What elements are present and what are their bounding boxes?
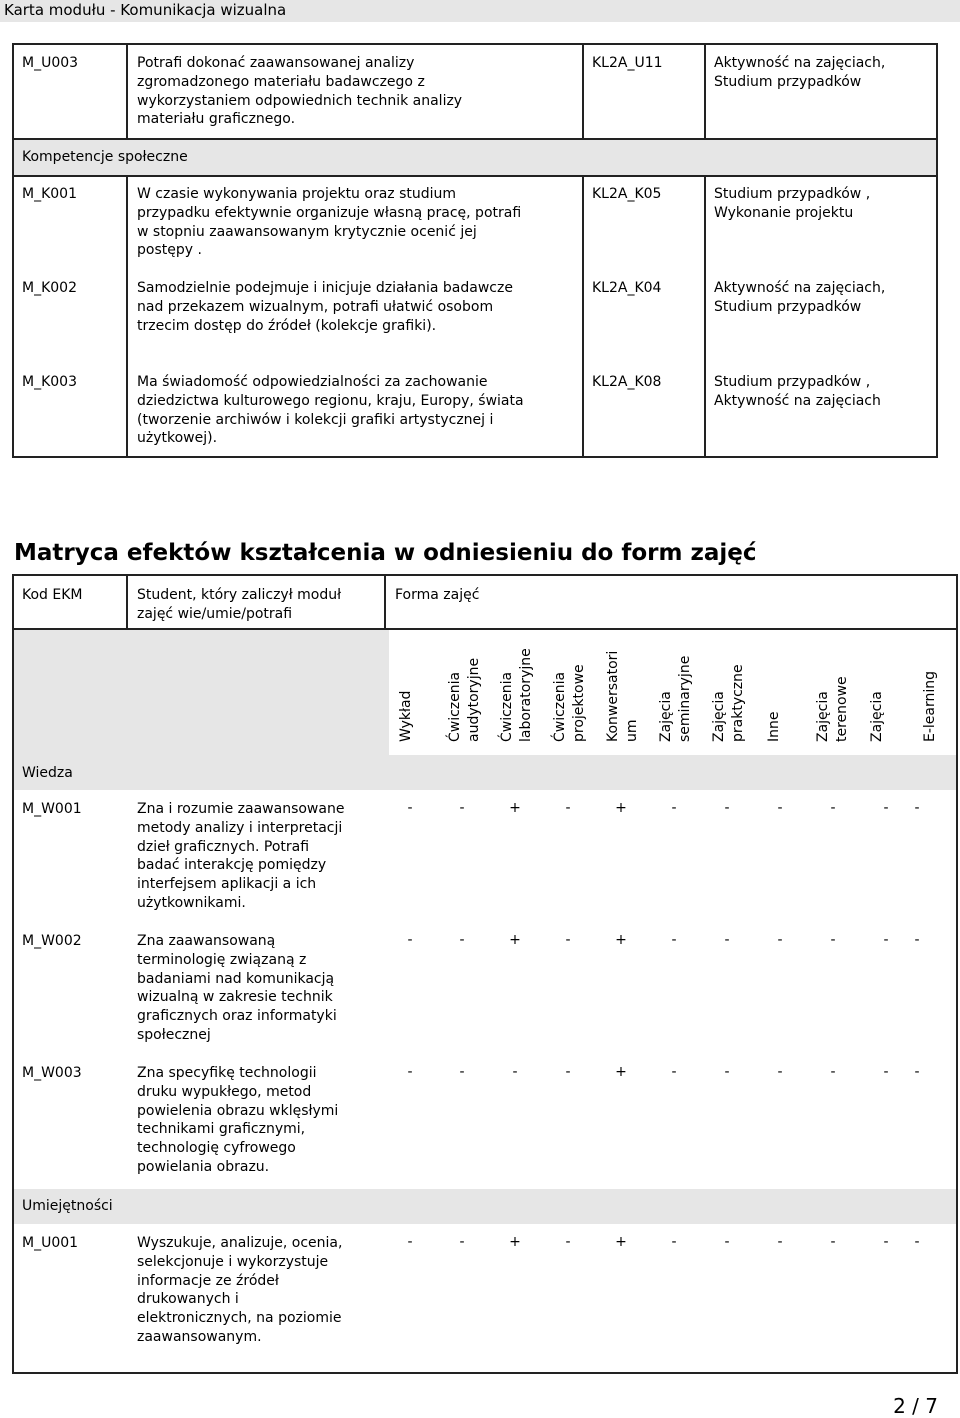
row-code: M_W003 xyxy=(22,1065,82,1081)
mark-cell: - xyxy=(407,1234,413,1250)
form-label: E-learning xyxy=(922,670,938,742)
form-label: Zajęcia terenowe xyxy=(815,676,850,742)
mark-cell: + xyxy=(615,1064,627,1080)
mark-cell: - xyxy=(512,1064,518,1080)
mark-cell: - xyxy=(407,800,413,816)
mark-cell: - xyxy=(459,1064,465,1080)
mark-cell: - xyxy=(565,932,571,948)
page-number: 2 / 7 xyxy=(893,1394,938,1418)
row-reference: KL2A_K05 xyxy=(592,186,662,202)
section-heading: Kompetencje społeczne xyxy=(22,149,188,165)
mark-cell: - xyxy=(565,800,571,816)
page-title: Karta modułu - Komunikacja wizualna xyxy=(4,1,287,19)
row-reference: KL2A_U11 xyxy=(592,55,663,71)
mark-cell: + xyxy=(509,800,521,816)
mark-cell: - xyxy=(830,932,836,948)
header-code: Kod EKM xyxy=(22,587,83,603)
mark-cell: - xyxy=(724,1064,730,1080)
mark-cell: - xyxy=(883,1064,889,1080)
mark-cell: - xyxy=(671,932,677,948)
mark-cell: - xyxy=(724,932,730,948)
row-description: Ma świadomość odpowiedzialności za zachowanie dziedzictwa kulturowego regionu, kraju, Europy, świata (tworzenie archiwów i kolekcji grafiki artystycznej i użytkowej). xyxy=(137,374,524,447)
mark-cell: + xyxy=(615,1234,627,1250)
row-method: Studium przypadków , Wykonanie projektu xyxy=(714,186,871,221)
form-label: Zajęcia xyxy=(869,691,885,742)
header-form: Forma zajęć xyxy=(395,587,480,603)
row-method: Studium przypadków , Aktywność na zajęciach xyxy=(714,374,881,409)
mark-cell: - xyxy=(777,1064,783,1080)
row-code: M_K003 xyxy=(22,374,77,390)
mark-cell: - xyxy=(724,800,730,816)
row-description: Potrafi dokonać zaawansowanej analizy zgromadzonego materiału badawczego z wykorzystaniem odpowiednich technik analizy materiału graficznego. xyxy=(137,55,463,128)
page-header xyxy=(0,0,960,22)
mark-cell: - xyxy=(914,1234,920,1250)
row-code: M_U001 xyxy=(22,1235,79,1251)
mark-cell: - xyxy=(883,800,889,816)
row-code: M_K001 xyxy=(22,186,77,202)
row-description: Zna i rozumie zaawansowane metody analizy i interpretacji dzieł graficznych. Potrafi badać interakcję pomiędzy interfejsem aplikacji a ich użytkownikami. xyxy=(137,801,345,911)
mark-cell: - xyxy=(459,932,465,948)
row-description: Wyszukuje, analizuje, ocenia, selekcjonuje i wykorzystuje informacje ze źródeł drukowanych i elektronicznych, na poziomie zaawansowanym. xyxy=(137,1235,343,1345)
mark-cell: - xyxy=(777,800,783,816)
header-student: Student, który zaliczył moduł zajęć wie/umie/potrafi xyxy=(137,587,342,622)
mark-cell: - xyxy=(459,800,465,816)
mark-cell: - xyxy=(830,1064,836,1080)
mark-cell: - xyxy=(459,1234,465,1250)
mark-cell: - xyxy=(883,932,889,948)
section-heading: Wiedza xyxy=(22,765,73,781)
row-code: M_K002 xyxy=(22,280,77,296)
form-label: Zajęcia seminaryjne xyxy=(658,655,693,742)
row-code: M_U003 xyxy=(22,55,79,71)
mark-cell: + xyxy=(615,932,627,948)
mark-cell: - xyxy=(914,800,920,816)
row-reference: KL2A_K04 xyxy=(592,280,662,296)
mark-cell: - xyxy=(830,800,836,816)
row-method: Aktywność na zajęciach, Studium przypadków xyxy=(714,55,886,90)
mark-cell: - xyxy=(724,1234,730,1250)
mark-cell: - xyxy=(407,932,413,948)
mark-cell: - xyxy=(671,800,677,816)
form-label: Ćwiczenia audytoryjne xyxy=(447,657,482,742)
row-description: W czasie wykonywania projektu oraz studium przypadku efektywnie organizuje własną pracę, potrafi w stopniu zaawansowanym krytycznie ocenić jej postępy . xyxy=(137,186,522,259)
section-heading: Umiejętności xyxy=(22,1198,113,1214)
mark-cell: - xyxy=(777,1234,783,1250)
mark-cell: - xyxy=(407,1064,413,1080)
form-label: Ćwiczenia projektowe xyxy=(552,664,587,742)
mark-cell: - xyxy=(565,1234,571,1250)
form-label: Zajęcia praktyczne xyxy=(711,664,746,742)
mark-cell: - xyxy=(565,1064,571,1080)
row-description: Zna specyfikę technologii druku wypukłego, metod powielenia obrazu wklęsłymi technikami graficznymi, technologię cyfrowego powielania obrazu. xyxy=(137,1065,339,1175)
mark-cell: - xyxy=(671,1064,677,1080)
mark-cell: + xyxy=(509,1234,521,1250)
mark-cell: - xyxy=(671,1234,677,1250)
mark-cell: + xyxy=(509,932,521,948)
form-label: Konwersatori um xyxy=(605,650,640,742)
mark-cell: + xyxy=(615,800,627,816)
mark-cell: - xyxy=(830,1234,836,1250)
form-label: Ćwiczenia laboratoryjne xyxy=(499,648,534,742)
mark-cell: - xyxy=(914,1064,920,1080)
row-reference: KL2A_K08 xyxy=(592,374,662,390)
mark-cell: - xyxy=(883,1234,889,1250)
row-method: Aktywność na zajęciach, Studium przypadków xyxy=(714,280,886,315)
mark-cell: - xyxy=(914,932,920,948)
row-description: Samodzielnie podejmuje i inicjuje działania badawcze nad przekazem wizualnym, potrafi ułatwić osobom trzecim dostęp do źródeł (kolekcje grafiki). xyxy=(137,280,513,334)
form-label: Wykład xyxy=(398,690,414,742)
mark-cell: - xyxy=(777,932,783,948)
row-code: M_W002 xyxy=(22,933,82,949)
form-label: Inne xyxy=(766,711,782,742)
row-description: Zna zaawansowaną terminologię związaną z badaniami nad komunikacją wizualną w zakresie technik graficznych oraz informatyki społecznej xyxy=(137,933,337,1043)
row-code: M_W001 xyxy=(22,801,82,817)
section-title: Matryca efektów kształcenia w odniesieniu do form zajęć xyxy=(14,540,757,566)
